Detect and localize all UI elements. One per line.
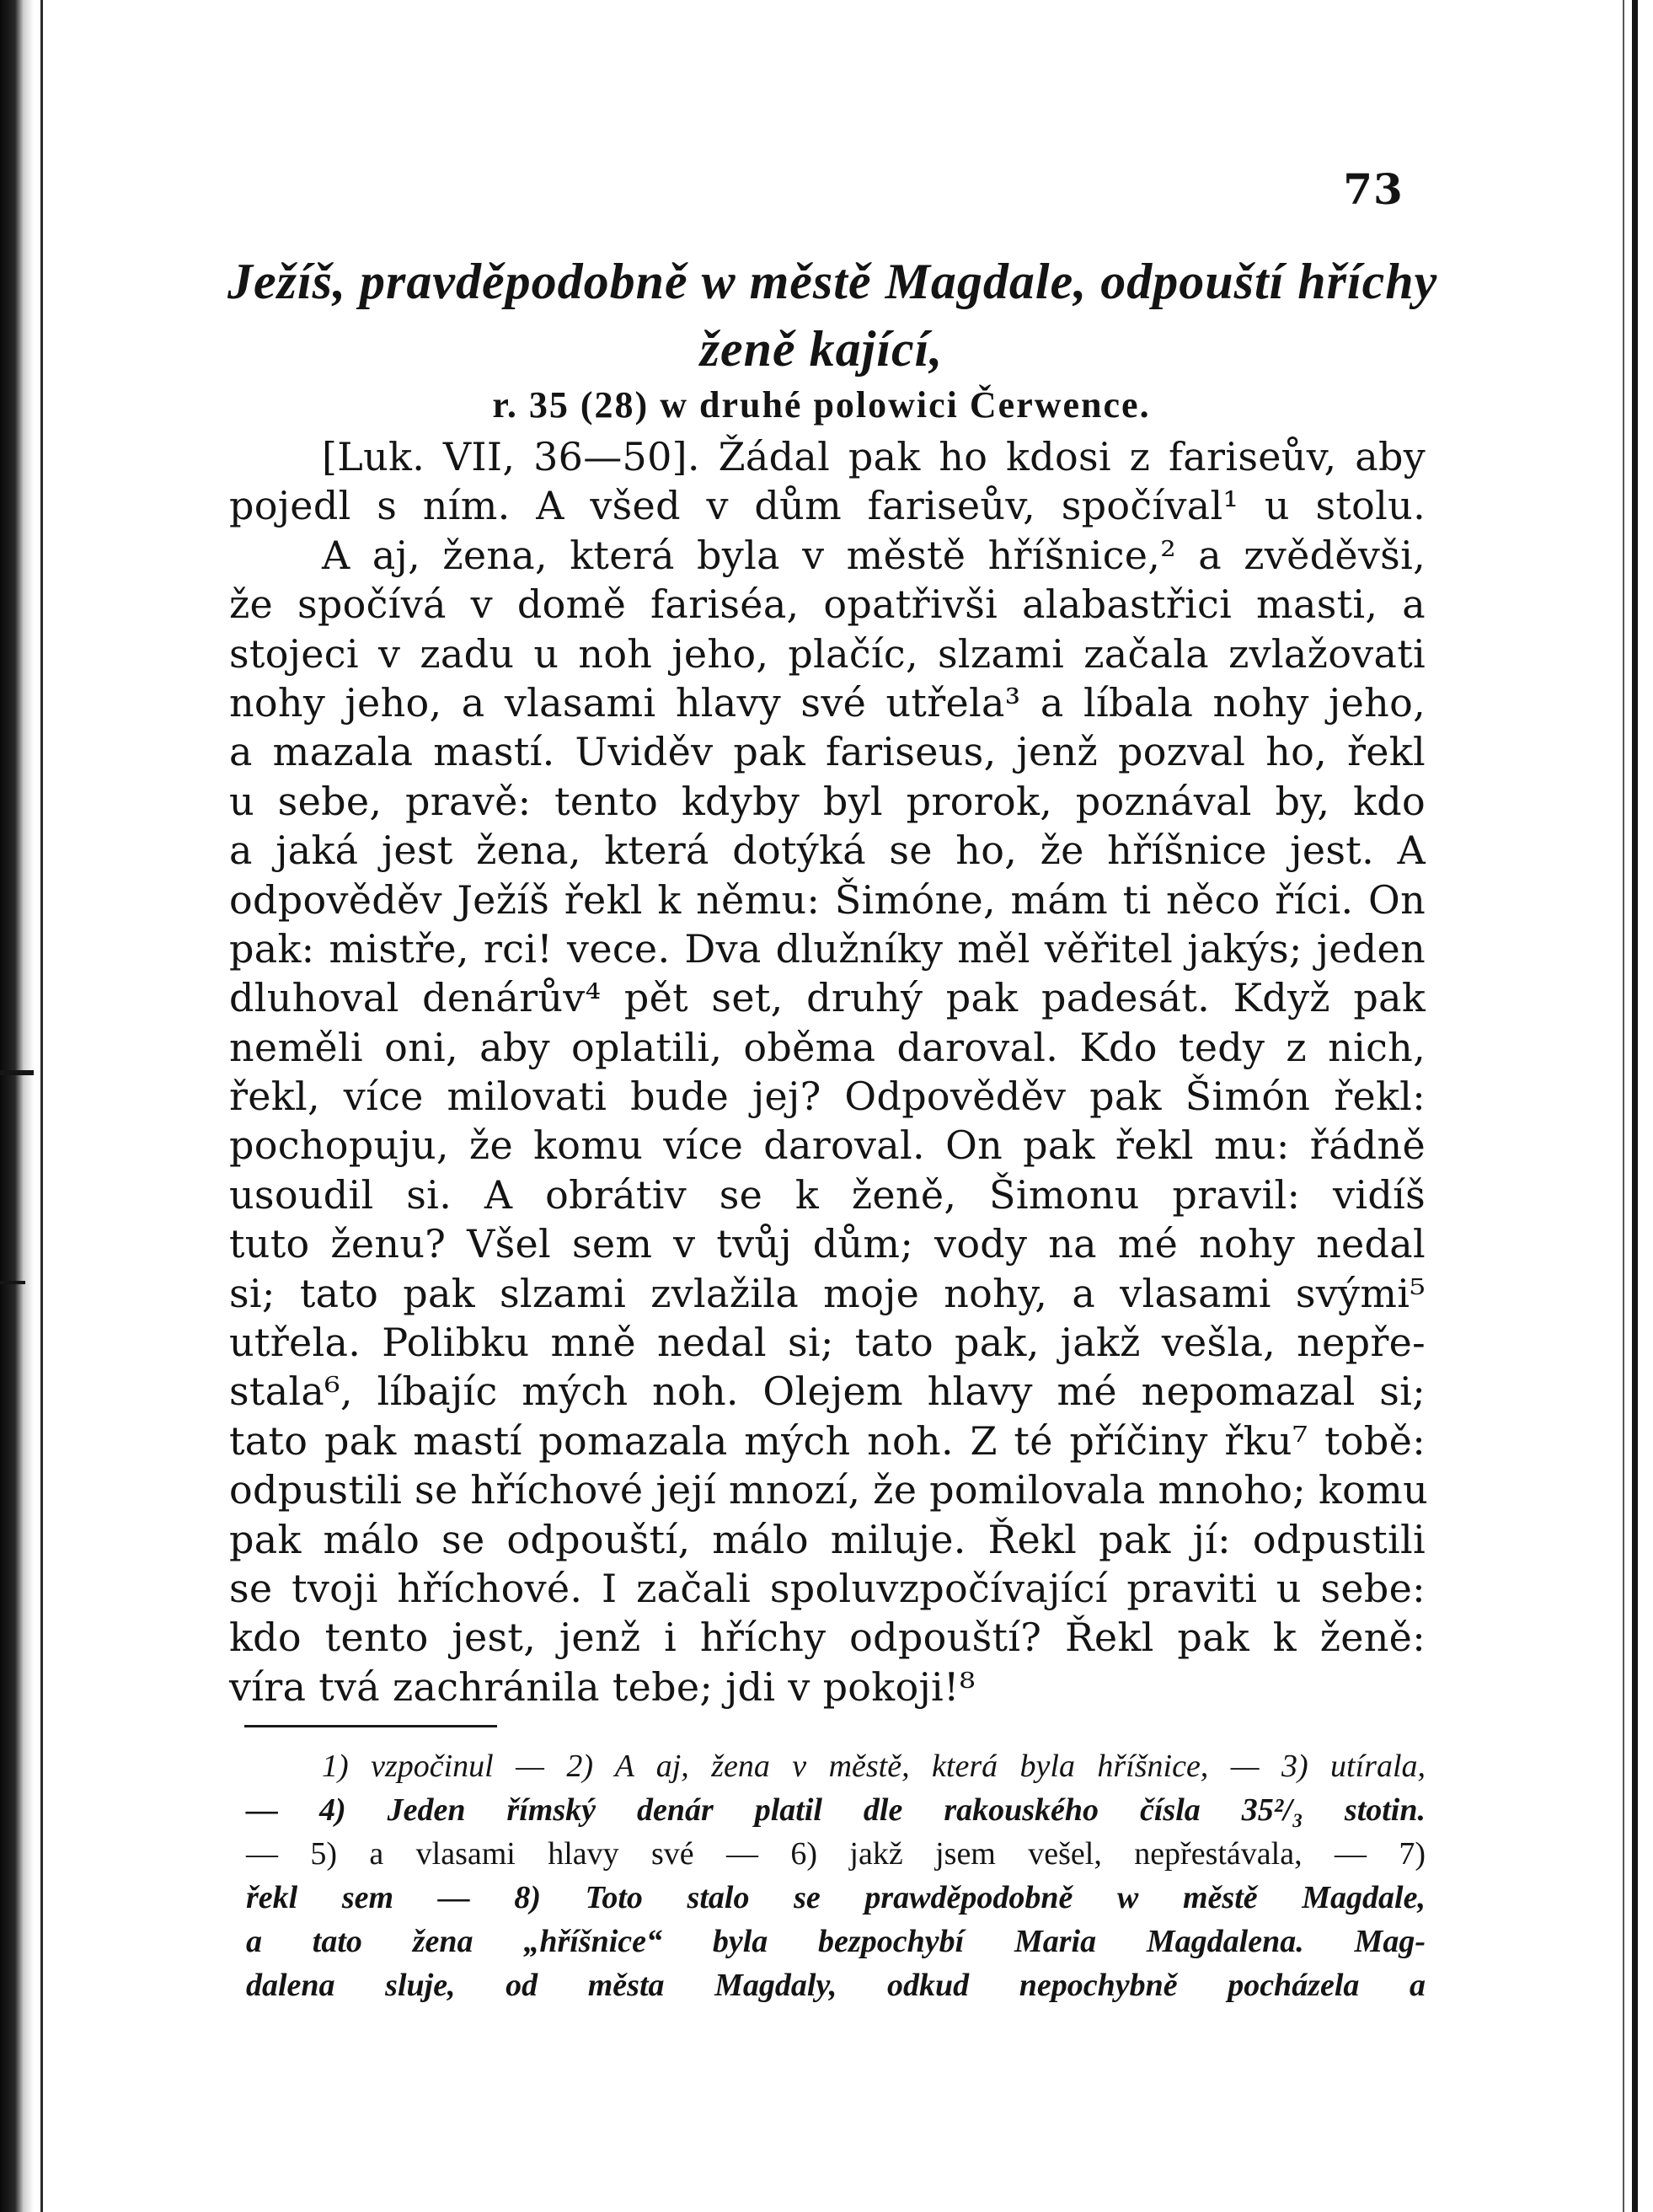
body-line: utřela. Polibku mně nedal si; tato pak, jakž vešla, nepře- bbox=[229, 1320, 1426, 1366]
footnote-line: a tato žena „hříšnice“ byla bezpochybí Maria Magdalena. Mag- bbox=[246, 1924, 1426, 1959]
chapter-date-subheading: r. 35 (28) w druhé polowici Čerwence. bbox=[492, 384, 1151, 426]
body-line: že spočívá v domě fariséa, opatřivši alabastřici masti, a bbox=[229, 581, 1426, 628]
body-line: si; tato pak slzami zvlažila moje nohy, a vlasami svými⁵ bbox=[229, 1270, 1426, 1316]
body-line: tuto ženu? Všel sem v tvůj dům; vody na mé nohy nedal bbox=[229, 1221, 1426, 1267]
body-line: víra tvá zachránila tebe; jdi v pokoji!⁸ bbox=[229, 1663, 976, 1710]
body-line: nohy jeho, a vlasami hlavy své utřela³ a líbala nohy jeho, bbox=[229, 679, 1426, 726]
footnote-line: — 5) a vlasami hlavy své — 6) jakž jsem vešel, nepřestávala, — 7) bbox=[246, 1836, 1426, 1872]
right-page-edge bbox=[1632, 0, 1638, 2212]
body-text bbox=[229, 432, 1426, 1711]
left-page-edge bbox=[40, 0, 43, 2212]
body-line: pak: mistře, rci! vece. Dva dlužníky měl věřitel jakýs; jeden bbox=[229, 925, 1426, 972]
body-line: tato pak mastí pomazala mých noh. Z té příčiny řku⁷ tobě: bbox=[229, 1417, 1426, 1464]
page-number: 73 bbox=[1343, 164, 1404, 214]
body-line: pojedl s ním. A všed v dům fariseův, spočíval¹ u stolu. bbox=[229, 483, 1426, 529]
right-page-edge-inner bbox=[1623, 0, 1624, 2212]
footnote-line: 1) vzpočinul — 2) A aj, žena v městě, která byla hříšnice, — 3) utírala, bbox=[322, 1749, 1426, 1784]
body-line: stala⁶, líbajíc mých noh. Olejem hlavy mé nepomazal si; bbox=[229, 1368, 1426, 1415]
body-line: A aj, žena, která byla v městě hříšnice,² a zvěděvši, bbox=[322, 532, 1426, 578]
body-line: pak málo se odpouští, málo miluje. Řekl pak jí: odpustili bbox=[229, 1516, 1426, 1562]
body-line: řekl, více milovati bude jej? Odpověděv pak Šimón řekl: bbox=[229, 1074, 1426, 1120]
edge-mark bbox=[0, 1070, 34, 1075]
body-line: usoudil si. A obrátiv se k ženě, Šimonu pravil: vidíš bbox=[229, 1171, 1426, 1218]
footnote-line: — 4) Jeden římský denár platil dle rakouského čísla 35²/₃ stotin. bbox=[246, 1792, 1426, 1828]
binding-shadow bbox=[0, 0, 34, 2212]
body-line: dluhoval denárův⁴ pět set, druhý pak padesát. Když pak bbox=[229, 975, 1426, 1021]
chapter-heading-line-1: Ježíš, pravděpodobně w městě Magdale, odpouští hříchy bbox=[227, 254, 1438, 309]
body-line: a jaká jest žena, která dotýká se ho, že hříšnice jest. A bbox=[229, 827, 1426, 874]
body-line: [Luk. VII, 36—50]. Žádal pak ho kdosi z fariseův, aby bbox=[322, 434, 1426, 479]
body-line: pochopuju, že komu více daroval. On pak řekl mu: řádně bbox=[229, 1122, 1426, 1169]
edge-mark bbox=[0, 1281, 25, 1284]
footnotes bbox=[246, 1744, 1426, 2007]
footnote-divider bbox=[244, 1725, 497, 1727]
body-line: neměli oni, aby oplatili, oběma daroval. Kdo tedy z nich, bbox=[229, 1024, 1426, 1070]
body-line: odpověděv Ježíš řekl k němu: Šimóne, mám ti něco říci. On bbox=[229, 876, 1426, 923]
body-line: kdo tento jest, jenž i hříchy odpouští? Řekl pak k ženě: bbox=[229, 1615, 1426, 1661]
footnote-line: řekl sem — 8) Toto stalo se prawděpodobně w městě Magdale, bbox=[246, 1880, 1426, 1915]
body-line: se tvoji hříchové. I začali spoluvzpočívající praviti u sebe: bbox=[229, 1565, 1426, 1611]
footnote-line: dalena sluje, od města Magdaly, odkud nepochybně pocházela a bbox=[246, 1968, 1426, 2003]
body-line: a mazala mastí. Uviděv pak fariseus, jenž pozval ho, řekl bbox=[229, 729, 1426, 775]
body-line: stojeci v zadu u noh jeho, plačíc, slzami začala zvlažovati bbox=[229, 630, 1426, 677]
chapter-heading-line-2: ženě kající, bbox=[699, 321, 944, 377]
body-line: u sebe, pravě: tento kdyby byl prorok, poznával by, kdo bbox=[229, 778, 1426, 824]
body-line: odpustili se hříchové její mnozí, že pomilovala mnoho; komu bbox=[229, 1467, 1428, 1513]
